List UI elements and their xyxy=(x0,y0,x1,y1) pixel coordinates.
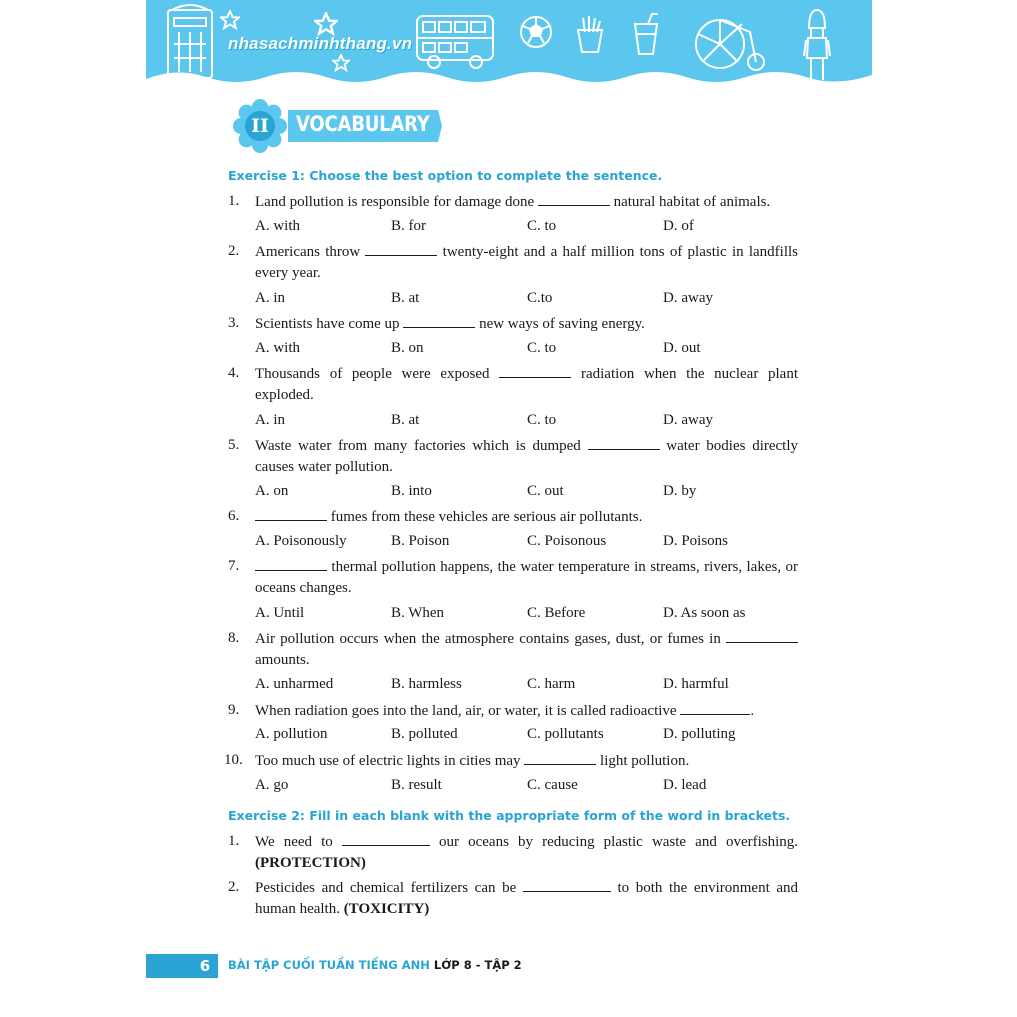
question-4 xyxy=(228,363,798,405)
question-2 xyxy=(228,241,798,283)
banner-wave xyxy=(146,65,872,84)
option-b[interactable]: B. at xyxy=(391,412,420,428)
option-a[interactable]: A. on xyxy=(255,483,289,499)
word-in-brackets: (PROTECTION) xyxy=(255,855,366,871)
question-stem: thermal pollution happens, the water temperature in streams, rivers, lakes, or oceans changes. xyxy=(255,556,798,599)
answer-blank[interactable] xyxy=(255,556,327,571)
option-c[interactable]: C. to xyxy=(527,412,557,428)
option-c[interactable]: C. Poisonous xyxy=(527,533,607,549)
question-number: 3. xyxy=(228,315,240,331)
question-stem: Air pollution occurs when the atmosphere contains gases, dust, or fumes in amounts. xyxy=(255,628,798,671)
options-row xyxy=(255,603,800,624)
question-number: 2. xyxy=(228,879,240,895)
question-8 xyxy=(228,628,798,670)
question-number: 10. xyxy=(224,752,243,768)
question-number: 2. xyxy=(228,243,240,259)
book-title: BÀI TẬP CUỐI TUẦN TIẾNG ANH xyxy=(228,958,430,972)
question-number: 9. xyxy=(228,702,240,718)
option-b[interactable]: B. harmless xyxy=(391,676,462,692)
exercise-1-heading: Exercise 1: Choose the best option to complete the sentence. xyxy=(228,168,663,183)
exercise-2-question-1 xyxy=(228,831,798,873)
option-c[interactable]: C. out xyxy=(527,483,564,499)
options-row xyxy=(255,216,800,237)
option-c[interactable]: C. harm xyxy=(527,676,576,692)
option-b[interactable]: B. on xyxy=(391,340,424,356)
option-d[interactable]: D. away xyxy=(663,290,713,306)
options-row xyxy=(255,531,800,552)
answer-blank[interactable] xyxy=(499,363,571,378)
question-1 xyxy=(228,191,798,212)
option-a[interactable]: A. go xyxy=(255,777,289,793)
answer-blank[interactable] xyxy=(726,628,798,643)
question-stem: Waste water from many factories which is dumped water bodies directly causes water pollution. xyxy=(255,435,798,478)
question-stem: Land pollution is responsible for damage done natural habitat of animals. xyxy=(255,191,798,213)
option-a[interactable]: A. unharmed xyxy=(255,676,334,692)
option-c[interactable]: C. cause xyxy=(527,777,578,793)
question-number: 1. xyxy=(228,833,240,849)
option-a[interactable]: A. pollution xyxy=(255,726,328,742)
option-b[interactable]: B. result xyxy=(391,777,442,793)
options-row xyxy=(255,481,800,502)
option-a[interactable]: A. with xyxy=(255,340,300,356)
option-c[interactable]: C.to xyxy=(527,290,553,306)
football-icon xyxy=(518,14,554,50)
answer-blank[interactable] xyxy=(365,241,437,256)
double-decker-bus-icon xyxy=(414,12,498,70)
site-url[interactable]: nhasachminhthang.vn xyxy=(228,34,413,53)
section-title: VOCABULARY xyxy=(296,112,430,136)
answer-blank[interactable] xyxy=(538,191,610,206)
star-icon xyxy=(314,12,338,36)
option-d[interactable]: D. of xyxy=(663,218,694,234)
option-a[interactable]: A. in xyxy=(255,290,285,306)
question-6 xyxy=(228,506,798,527)
option-d[interactable]: D. As soon as xyxy=(663,605,746,621)
question-stem: When radiation goes into the land, air, or water, it is called radioactive . xyxy=(255,700,798,722)
options-row xyxy=(255,338,800,359)
question-stem: Too much use of electric lights in cities may light pollution. xyxy=(255,750,798,772)
options-row xyxy=(255,674,800,695)
option-d[interactable]: D. lead xyxy=(663,777,707,793)
option-c[interactable]: C. Before xyxy=(527,605,586,621)
fries-icon xyxy=(574,14,606,54)
star-icon xyxy=(220,10,240,30)
option-d[interactable]: D. Poisons xyxy=(663,533,729,549)
grade-volume: LỚP 8 - TẬP 2 xyxy=(433,958,522,972)
answer-blank[interactable] xyxy=(588,435,660,450)
header-banner xyxy=(146,0,872,84)
question-9 xyxy=(228,700,798,721)
question-10 xyxy=(224,750,794,771)
question-5 xyxy=(228,435,798,477)
option-c[interactable]: C. pollutants xyxy=(527,726,604,742)
page-number: 6 xyxy=(199,957,211,975)
option-c[interactable]: C. to xyxy=(527,340,557,356)
question-number: 4. xyxy=(228,365,240,381)
answer-blank[interactable] xyxy=(342,831,430,846)
option-d[interactable]: D. away xyxy=(663,412,713,428)
options-row xyxy=(255,410,800,431)
worksheet-page xyxy=(146,0,872,1017)
option-a[interactable]: A. Until xyxy=(255,605,305,621)
footer-title xyxy=(228,958,522,972)
options-row xyxy=(255,288,800,309)
bicycle-icon xyxy=(692,10,766,72)
option-a[interactable]: A. with xyxy=(255,218,300,234)
question-stem: We need to our oceans by reducing plastic waste and overfishing. (PROTECTION) xyxy=(255,831,798,874)
word-in-brackets: (TOXICITY) xyxy=(343,901,430,917)
options-row xyxy=(255,775,800,796)
answer-blank[interactable] xyxy=(255,506,327,521)
question-3 xyxy=(228,313,798,334)
question-stem: Scientists have come up new ways of saving energy. xyxy=(255,313,798,335)
answer-blank[interactable] xyxy=(680,700,750,715)
question-number: 6. xyxy=(228,508,240,524)
option-b[interactable]: B. When xyxy=(391,605,445,621)
answer-blank[interactable] xyxy=(523,877,611,892)
option-c[interactable]: C. to xyxy=(527,218,557,234)
option-b[interactable]: B. into xyxy=(391,483,432,499)
drink-cup-icon xyxy=(630,12,662,56)
option-d[interactable]: D. out xyxy=(663,340,701,356)
option-a[interactable]: A. in xyxy=(255,412,285,428)
option-d[interactable]: D. harmful xyxy=(663,676,729,692)
question-number: 7. xyxy=(228,558,240,574)
exercise-2-heading: Exercise 2: Fill in each blank with the appropriate form of the word in brackets. xyxy=(228,808,791,823)
question-number: 1. xyxy=(228,193,240,209)
question-stem: Pesticides and chemical fertilizers can be to both the environment and human health. (TOXICITY) xyxy=(255,877,798,920)
question-stem: Thousands of people were exposed radiation when the nuclear plant exploded. xyxy=(255,363,798,406)
question-stem: Americans throw twenty-eight and a half million tons of plastic in landfills every year. xyxy=(255,241,798,284)
option-b[interactable]: B. Poison xyxy=(391,533,450,549)
exercise-2-question-2 xyxy=(228,877,798,919)
option-d[interactable]: D. polluting xyxy=(663,726,736,742)
option-d[interactable]: D. by xyxy=(663,483,697,499)
question-number: 8. xyxy=(228,630,240,646)
question-7 xyxy=(228,556,798,598)
options-row xyxy=(255,724,800,745)
option-a[interactable]: A. Poisonously xyxy=(255,533,347,549)
section-number: II xyxy=(251,115,269,137)
question-stem: fumes from these vehicles are serious air pollutants. xyxy=(255,506,798,528)
question-number: 5. xyxy=(228,437,240,453)
answer-blank[interactable] xyxy=(403,313,475,328)
option-b[interactable]: B. at xyxy=(391,290,420,306)
option-b[interactable]: B. polluted xyxy=(391,726,458,742)
answer-blank[interactable] xyxy=(524,750,596,765)
option-b[interactable]: B. for xyxy=(391,218,426,234)
